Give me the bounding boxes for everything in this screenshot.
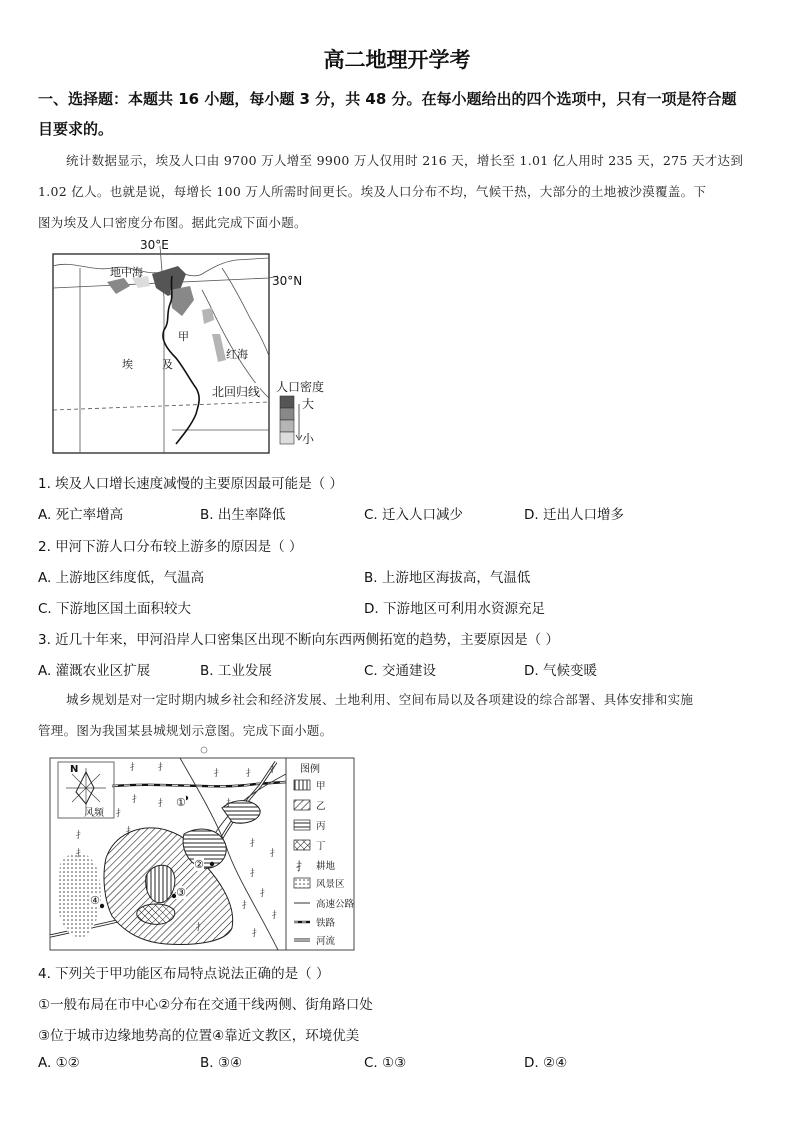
q4-option-b[interactable]: B. ③④ xyxy=(200,1055,243,1071)
farmland-symbol: ⺘ xyxy=(116,809,126,819)
q1-option-c[interactable]: C. 迁入人口减少 xyxy=(364,507,464,523)
q4-option-c[interactable]: C. ①③ xyxy=(364,1055,407,1071)
map1-tropic-label: 北回归线 xyxy=(212,385,261,399)
passage2-line1: 城乡规划是对一定时期内城乡社会和经济发展、土地利用、空间布局以及各项建设的综合部署、具体安排和实施 xyxy=(66,692,694,707)
farmland-symbol: ⺘ xyxy=(158,763,168,773)
legend-swatch-jia xyxy=(294,780,310,790)
q3-option-c[interactable]: C. 交通建设 xyxy=(364,663,437,679)
farmland-symbol: ⺘ xyxy=(270,849,280,859)
farmland-symbol: ⺘ xyxy=(76,849,86,859)
farmland-symbol: ⺘ xyxy=(158,799,168,809)
legend-swatch-faint xyxy=(280,432,294,444)
town-planning-map xyxy=(46,746,366,952)
legend-swatch-farmland xyxy=(296,859,307,873)
legend-swatch-ding xyxy=(294,840,310,850)
passage1-line1: 统计数据显示，埃及人口由 9700 万人增至 9900 万人仅用时 216 天，增长至 1.01 亿人用时 235 天，275 天才达到 xyxy=(66,153,744,168)
farmland-symbol: ⺘ xyxy=(250,869,260,879)
q3-option-b[interactable]: B. 工业发展 xyxy=(200,663,272,679)
map2-legend-label-3: 丁 xyxy=(316,841,326,852)
q2-option-d[interactable]: D. 下游地区可利用水资源充足 xyxy=(364,601,545,617)
farmland-symbol: ⺘ xyxy=(76,831,86,841)
map1-legend-high: 大 xyxy=(302,397,315,411)
map2-legend-label-4: 耕地 xyxy=(316,861,336,872)
passage1-line3: 图为埃及人口密度分布图。据此完成下面小题。 xyxy=(38,215,307,230)
q1-option-b[interactable]: B. 出生率降低 xyxy=(200,507,286,523)
legend-swatch-medium xyxy=(280,408,294,420)
legend-swatch-yi xyxy=(294,800,310,810)
map2-legend-label-8: 河流 xyxy=(316,936,336,947)
map2-marker-4: ④ xyxy=(90,894,100,907)
passage1-line2: 1.02 亿人。也就是说，每增长 100 万人所需时间更长。埃及人口分布不均，气候干热，大部分的土地被沙漠覆盖。下 xyxy=(38,184,707,199)
legend-swatch-scenic xyxy=(294,878,310,888)
map2-north-label: N xyxy=(70,764,79,775)
map1-legend-title: 人口密度 xyxy=(276,380,325,394)
farmland-symbol: ⺘ xyxy=(126,827,136,837)
map1-ai-label: 埃 xyxy=(122,358,133,371)
q4-statement-1: ①一般布局在市中心②分布在交通干线两侧、街角路口处 xyxy=(38,997,373,1013)
map2-legend-label-0: 甲 xyxy=(316,781,326,792)
zone-ding xyxy=(137,904,175,924)
map1-ji-label: 及 xyxy=(162,358,173,371)
q2-stem: 2. 甲河下游人口分布较上游多的原因是（ ） xyxy=(38,539,303,555)
map1-lat-label: 30°N xyxy=(272,274,303,288)
section-heading-line2: 目要求的。 xyxy=(38,120,114,138)
marker-dot-2 xyxy=(210,862,214,866)
q4-option-a[interactable]: A. ①② xyxy=(38,1055,80,1071)
map1-mediterranean-label: 地中海 xyxy=(110,266,143,279)
q4-statement-2: ③位于城市边缘地势高的位置④靠近文教区，环境优美 xyxy=(38,1028,360,1044)
map2-legend-label-7: 铁路 xyxy=(316,918,336,929)
q2-option-a[interactable]: A. 上游地区纬度低，气温高 xyxy=(38,570,205,586)
q2-option-b[interactable]: B. 上游地区海拔高，气温低 xyxy=(364,570,531,586)
farmland-symbol: ⺘ xyxy=(272,911,282,921)
marker-dot-4 xyxy=(100,904,104,908)
q1-option-d[interactable]: D. 迁出人口增多 xyxy=(524,507,624,523)
map1-river-jia-label: 甲 xyxy=(178,330,189,343)
legend-swatch-bing xyxy=(294,820,310,830)
q3-stem: 3. 近几十年来，甲河沿岸人口密集区出现不断向东西两侧拓宽的趋势，主要原因是（ ） xyxy=(38,632,559,648)
q3-option-a[interactable]: A. 灌溉农业区扩展 xyxy=(38,663,151,679)
farmland-symbol: ⺘ xyxy=(130,763,140,773)
map2-legend-label-6: 高速公路 xyxy=(316,899,355,910)
farmland-symbol: ⺘ xyxy=(214,769,224,779)
q4-option-d[interactable]: D. ②④ xyxy=(524,1055,568,1071)
section-heading-line1: 一、选择题：本题共 16 小题，每小题 3 分，共 48 分。在每小题给出的四个选项中，只有一项是符合题 xyxy=(38,90,737,108)
farmland-symbol: ⺘ xyxy=(196,923,206,933)
map1-legend-low: 小 xyxy=(302,432,315,446)
farmland-symbol: ⺘ xyxy=(226,799,236,809)
map2-legend-label-5: 风景区 xyxy=(316,879,345,890)
legend-swatch-light xyxy=(280,420,294,432)
q3-option-d[interactable]: D. 气候变暖 xyxy=(524,663,597,679)
map2-wind-label: 风频 xyxy=(84,808,104,819)
map2-marker-1: ① xyxy=(176,796,186,809)
q1-stem: 1. 埃及人口增长速度减慢的主要原因最可能是（ ） xyxy=(38,476,343,492)
farmland-symbol: ⺘ xyxy=(270,765,280,775)
page-title: 高二地理开学考 xyxy=(323,48,471,72)
farmland-symbol: ⺘ xyxy=(260,889,270,899)
q1-option-a[interactable]: A. 死亡率增高 xyxy=(38,507,124,523)
map2-legend-title: 图例 xyxy=(300,764,320,775)
farmland-symbol: ⺘ xyxy=(246,769,256,779)
q2-option-c[interactable]: C. 下游地区国土面积较大 xyxy=(38,601,192,617)
map2-marker-3: ③ xyxy=(176,886,186,899)
passage2-line2: 管理。图为我国某县城规划示意图。完成下面小题。 xyxy=(38,723,333,738)
farmland-symbol: ⺘ xyxy=(250,839,260,849)
map2-top-marker xyxy=(201,747,207,753)
farmland-symbol: ⺘ xyxy=(132,795,142,805)
farmland-symbol: ⺘ xyxy=(252,929,262,939)
map1-redsea-label: 红海 xyxy=(226,348,248,361)
map2-legend-label-2: 丙 xyxy=(316,821,326,832)
legend-swatch-dense xyxy=(280,396,294,408)
map2-marker-2: ② xyxy=(194,858,204,871)
map1-lon-label: 30°E xyxy=(140,238,169,252)
farmland-symbol: ⺘ xyxy=(242,901,252,911)
egypt-population-map xyxy=(52,238,342,454)
svg-text:⺘: ⺘ xyxy=(296,860,307,873)
map2-legend-label-1: 乙 xyxy=(316,801,326,812)
q4-stem: 4. 下列关于甲功能区布局特点说法正确的是（ ） xyxy=(38,966,330,982)
